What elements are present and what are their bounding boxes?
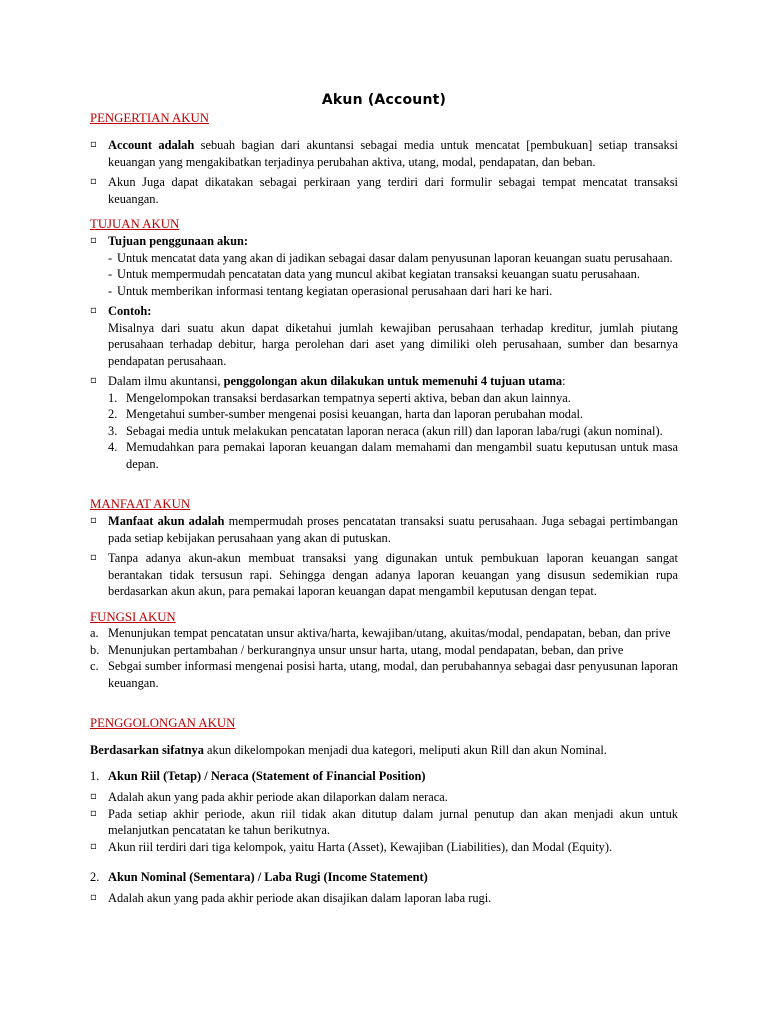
penggolongan-intro: Berdasarkan sifatnya akun dikelompokan menjadi dua kategori, meliputi akun Rill dan akun Nominal. [90,743,607,757]
list-item: ▫ Tujuan penggunaan akun: [90,233,678,250]
pengertian-list [90,137,678,207]
lettered-item: b. Menunjukan pertambahan / berkurangnya unsur unsur harta, utang, modal pendapatan, beban, dan prive [90,642,624,657]
manfaat-list [90,513,678,600]
riil-heading: 1. Akun Riil (Tetap) / Neraca (Statement of Financial Position) [90,769,426,783]
lettered-item: a. Menunjukan tempat pencatatan unsur aktiva/harta, kewajiban/utang, akuitas/modal, pendapatan, beban, dan prive [90,626,671,640]
list-item: ▫ Akun Juga dapat dikatakan sebagai perkiraan yang terdiri dari formulir sebagai tempat mencatat transaksi keuangan. [90,174,678,207]
numbered-item: 2. Mengetahui sumber-sumber mengenai posisi keuangan, harta dan laporan perubahan modal. [108,407,584,421]
list-item: ▫ Dalam ilmu akuntansi, penggolongan akun dilakukan untuk memenuhi 4 tujuan utama: [90,373,678,390]
list-item: ▫ Tanpa adanya akun-akun membuat transaksi yang digunakan untuk pembukuan laporan keuangan sangat berantakan tidak tersusun rapi. Sehingga dengan adanya laporan keuangan yang disusun sedemikian rupa berdasarkan akun akun, para pemakai laporan keuangan dapat mengambil keputusan dengan tepat. [90,550,678,600]
contoh-text: Misalnya dari suatu akun dapat diketahui jumlah kewajiban perusahaan terhadap kreditur, jumlah piutang perusahaan terhadap debitur, harga perolehan dari aset yang dimiliki oleh perusahaan, sumber dan besarnya pendapatan perusahaan. [108,320,678,368]
heading-manfaat: MANFAAT AKUN [90,497,191,511]
list-item: ▫ Account adalah sebuah bagian dari akuntansi sebagai media untuk mencatat [pembukuan] setiap transaksi keuangan yang mengakibatkan terjadinya perubahan aktiva, utang, modal, pendapatan, dan beban. [90,137,678,170]
fungsi-list [90,625,678,691]
numbered-item: 1. Mengelompokan transaksi berdasarkan tempatnya seperti aktiva, beban dan akun lainnya. [108,390,571,405]
heading-pengertian: PENGERTIAN AKUN [90,111,210,125]
riil-list [90,789,678,855]
nominal-heading: 2. Akun Nominal (Sementara) / Laba Rugi (Income Statement) [90,870,428,884]
list-item: ▫ Contoh: [90,303,678,320]
numbered-item: 4. Memudahkan para pemakai laporan keuangan dalam memahami dan mengambil suatu keputusan untuk masa depan. [108,440,678,471]
nominal-list [90,890,678,907]
list-item: ▫ Manfaat akun adalah mempermudah proses pencatatan transaksi suatu perusahaan. Juga sebagai pertimbangan pada setiap kebijakan perusahaan yang akan di putuskan. [90,513,678,546]
dash-item: - Untuk mempermudah pencatatan data yang muncul akibat kegiatan transaksi keuangan suatu perusahaan. [90,266,678,283]
dash-item: - Untuk mencatat data yang akan di jadikan sebagai dasar dalam penyusunan laporan keuangan suatu perusahaan. [90,250,678,267]
document-title: Akun (Account) [321,92,447,108]
dash-item: - Untuk memberikan informasi tentang kegiatan operasional perusahaan dari hari ke hari. [90,283,678,300]
lettered-item: c. Sebgai sumber informasi mengenai posisi harta, utang, modal, dan perubahannya sebagai dasr penyusunan laporan keuangan. [90,659,678,690]
heading-fungsi: FUNGSI AKUN [90,610,176,624]
list-item: ▫ Akun riil terdiri dari tiga kelompok, yaitu Harta (Asset), Kewajiban (Liabilities), dan Modal (Equity). [90,839,678,856]
heading-penggolongan: PENGGOLONGAN AKUN [90,716,236,730]
heading-tujuan: TUJUAN AKUN [90,217,180,231]
list-item: ▫ Adalah akun yang pada akhir periode akan dilaporkan dalam neraca. [90,789,678,806]
list-item: ▫ Pada setiap akhir periode, akun riil tidak akan ditutup dalam jurnal penutup dan akan menjadi akun untuk melanjutkan pencatatan ke tahun berikutnya. [90,806,678,839]
list-item: ▫ Adalah akun yang pada akhir periode akan disajikan dalam laporan laba rugi. [90,890,678,907]
tujuan-list [90,233,678,472]
numbered-item: 3. Sebagai media untuk melakukan pencatatan laporan neraca (akun rill) dan laporan laba/rugi (akun nominal). [108,423,663,438]
